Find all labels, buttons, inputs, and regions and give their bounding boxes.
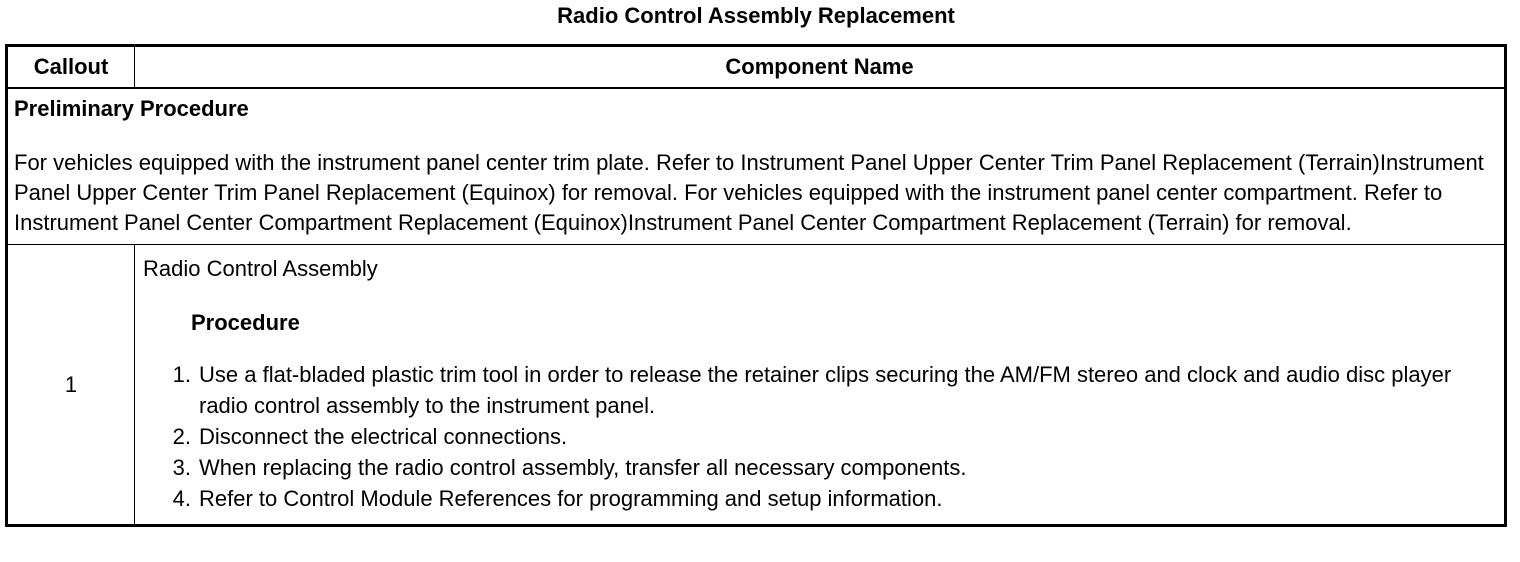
list-item [143,421,1496,452]
component-table [5,44,1507,527]
step-text: Use a flat-bladed plastic trim tool in order to release the retainer clips securing the AM/FM stereo and clock and audio disc player radio control assembly to the instrument panel. [199,362,1452,418]
preliminary-cell [7,88,1506,245]
step-text: Disconnect the electrical connections. [199,424,568,449]
step-number: 4. [172,486,191,511]
step-number: 1. [172,362,191,387]
preliminary-text: For vehicles equipped with the instrument panel center trim plate. Refer to Instrument Panel Upper Center Trim Panel Replacement (Terrain)Instrument Panel Upper Center Trim Panel Replacement (Equinox) for removal. For vehicles equipped with the instrument panel center compartment. Refer to Instrument Panel Center Compartment Replacement (Equinox)Instrument Panel Center Compartment Replacement (Terrain) for removal. [14,150,1484,235]
step-text: Refer to Control Module References for programming and setup information. [199,486,943,511]
step-text: When replacing the radio control assembly, transfer all necessary components. [199,455,967,480]
procedure-steps [143,359,1496,514]
list-item [143,359,1496,421]
table-row [7,245,1506,526]
header-callout: Callout [7,46,135,89]
callout-cell: 1 [7,245,135,526]
step-number: 2. [172,424,191,449]
preliminary-heading: Preliminary Procedure [14,96,249,121]
list-item [143,483,1496,514]
header-component-name: Component Name [135,46,1506,89]
list-item [143,452,1496,483]
step-number: 3. [172,455,191,480]
preliminary-row [7,88,1506,245]
component-name: Radio Control Assembly [143,256,378,281]
document-title: Radio Control Assembly Replacement [557,3,955,28]
table-header-row [7,46,1506,89]
procedure-label: Procedure [191,310,300,335]
component-cell [135,245,1506,526]
